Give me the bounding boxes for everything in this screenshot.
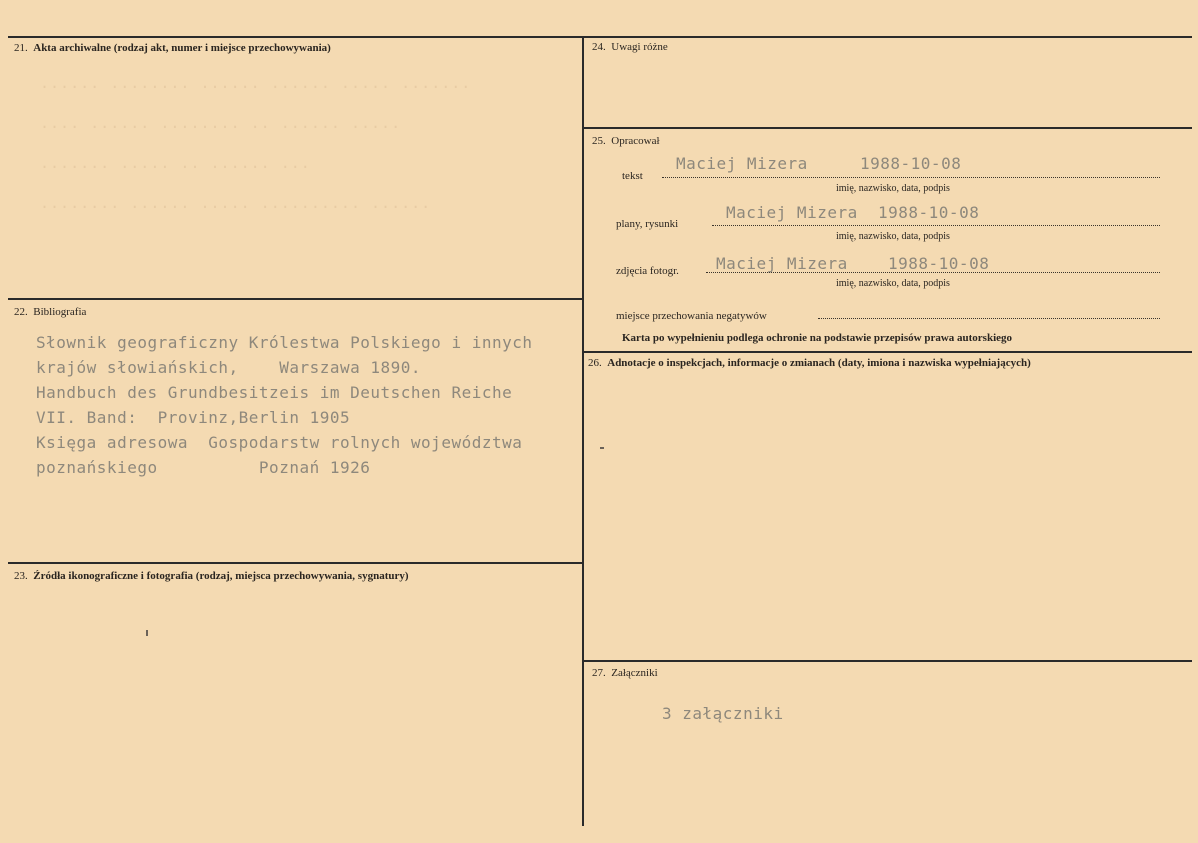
- bibliography-line: poznańskiego Poznań 1926: [36, 458, 371, 477]
- bibliography-line: VII. Band: Provinz,Berlin 1905: [36, 408, 351, 427]
- attachments-value: 3 załączniki: [662, 704, 784, 723]
- tekst-label: tekst: [622, 170, 643, 182]
- plany-author: Maciej Mizera: [726, 203, 858, 222]
- bleed-through-text: ···· ······ ········ ·· ······ ·····: [40, 118, 402, 136]
- plany-label: plany, rysunki: [616, 218, 679, 230]
- plany-caption: imię, nazwisko, data, podpis: [836, 231, 950, 242]
- center-divider: [582, 36, 584, 826]
- bleed-through-text: ······· ····· ·· ······ ···: [40, 158, 311, 176]
- bibliography-line: krajów słowiańskich, Warszawa 1890.: [36, 358, 422, 377]
- copyright-notice: Karta po wypełnieniu podlega ochronie na podstawie przepisów prawa autorskiego: [622, 332, 1013, 344]
- tekst-author: Maciej Mizera: [676, 154, 808, 173]
- ink-speck: [600, 447, 604, 449]
- divider-25-26: [584, 351, 1192, 353]
- section-27-heading: 27. Załączniki: [592, 667, 658, 679]
- zdjecia-caption: imię, nazwisko, data, podpis: [836, 278, 950, 289]
- zdjecia-date: 1988-10-08: [888, 254, 990, 273]
- tekst-signature-line: [662, 177, 1160, 178]
- plany-date: 1988-10-08: [878, 203, 980, 222]
- section-26-heading: 26. Adnotacje o inspekcjach, informacje o zmianach (daty, imiona i nazwiska wypełniających): [588, 357, 1031, 369]
- bleed-through-text: ······ ········ ······ ······ ····· ·······: [40, 78, 472, 96]
- bibliography-line: Słownik geograficzny Królestwa Polskiego i innych: [36, 333, 533, 352]
- zdjecia-author: Maciej Mizera: [716, 254, 848, 273]
- negatywy-line: [818, 318, 1160, 319]
- ink-speck: [146, 630, 148, 636]
- section-22-heading: 22. Bibliografia: [14, 306, 87, 318]
- zdjecia-signature-line: [706, 272, 1160, 273]
- divider-26-27: [584, 660, 1192, 662]
- bibliography-line: Handbuch des Grundbesitzeis im Deutschen Reiche: [36, 383, 513, 402]
- section-24-heading: 24. Uwagi różne: [592, 41, 668, 53]
- divider-22-23: [8, 562, 584, 564]
- bleed-through-text: ········ ······ ····· ·········· ······: [40, 198, 432, 216]
- divider-21-22: [8, 298, 584, 300]
- section-25-heading: 25. Opracował: [592, 135, 660, 147]
- divider-24-25: [584, 127, 1192, 129]
- section-21-heading: 21. Akta archiwalne (rodzaj akt, numer i miejsce przechowywania): [14, 42, 331, 54]
- bibliography-line: Księga adresowa Gospodarstw rolnych województwa: [36, 433, 523, 452]
- negatywy-label: miejsce przechowania negatywów: [616, 310, 767, 322]
- tekst-date: 1988-10-08: [860, 154, 962, 173]
- zdjecia-label: zdjęcia fotogr.: [616, 265, 679, 277]
- top-rule: [8, 36, 1192, 38]
- tekst-caption: imię, nazwisko, data, podpis: [836, 183, 950, 194]
- section-23-heading: 23. Źródła ikonograficzne i fotografia (rodzaj, miejsca przechowywania, sygnatury): [14, 570, 409, 582]
- plany-signature-line: [712, 225, 1160, 226]
